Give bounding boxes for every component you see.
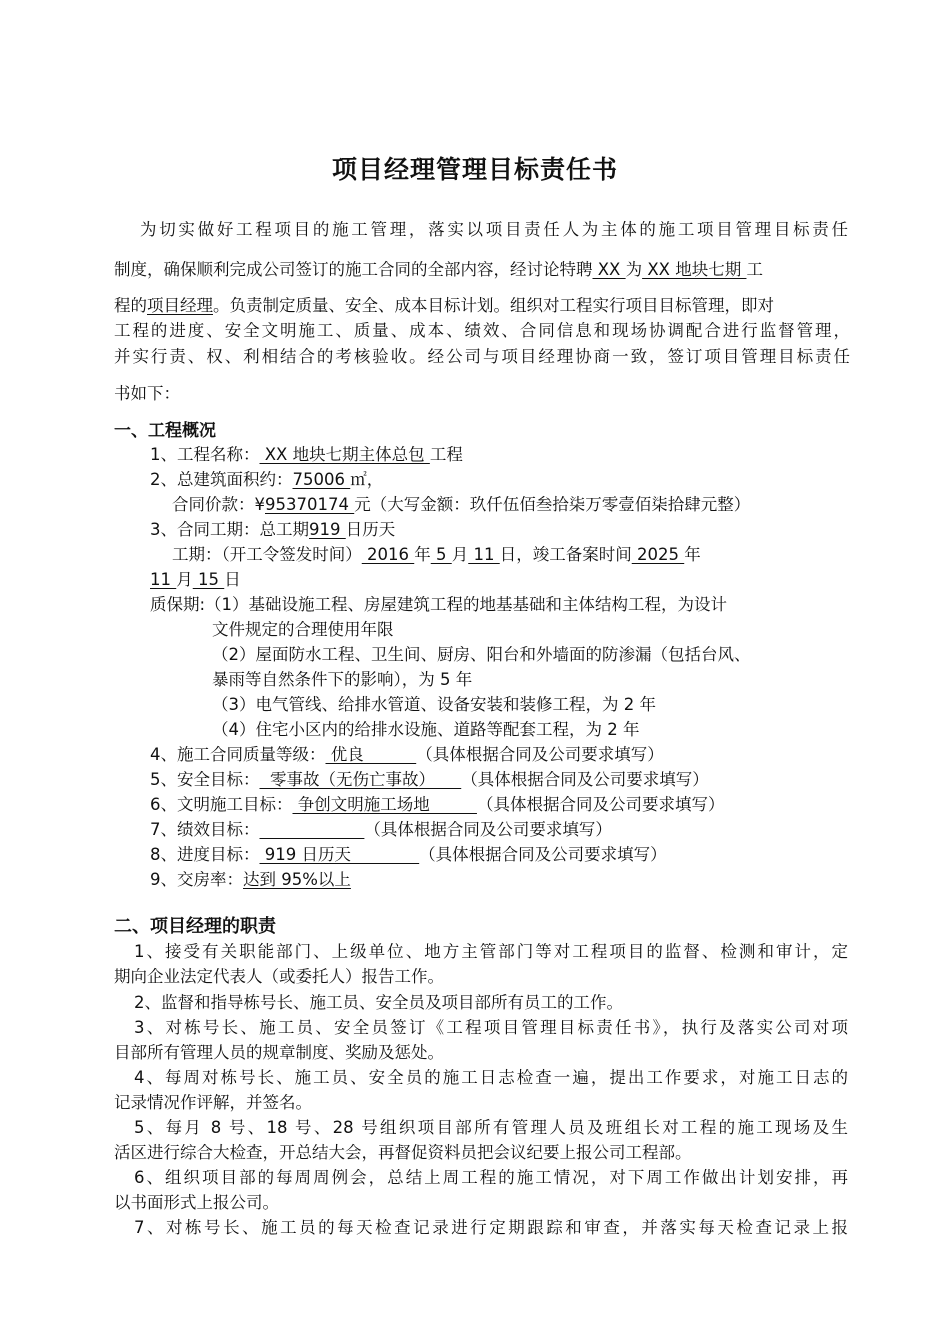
warranty-2: （2）屋面防水工程、卫生间、厨房、阳台和外墙面的防渗漏（包括台风、 <box>212 645 751 664</box>
item-suffix: （具体根据合同及公司要求填写） <box>476 795 725 814</box>
unit-text: 年 <box>414 545 431 564</box>
unit-text: 年 <box>684 545 701 564</box>
item-label: 9、交房率： <box>150 870 243 889</box>
unit-text: 月 <box>451 545 469 564</box>
area-value: 75006 <box>292 470 351 489</box>
item-project-name <box>150 444 890 466</box>
item-suffix: （具体根据合同及公司要求填写） <box>416 745 664 764</box>
document-title: 项目经理管理目标责任书 <box>331 155 618 184</box>
start-month: 5 <box>430 545 452 564</box>
duty-5-cont: 活区进行综合大检查，开总结大会，再督促资料员把会议纪要上报公司工程部。 <box>114 1143 692 1162</box>
item-safety-target <box>150 769 890 791</box>
section-1-heading: 一、工程概况 <box>114 421 216 441</box>
end-day: 15 <box>192 570 225 589</box>
end-month: 11 <box>150 570 177 589</box>
duty-5: 5、每月 8 号、18 号、28 号组织项目部所有管理人员及班组长对工程的施工现场及生 <box>134 1118 848 1137</box>
manager-name-field: XX <box>592 260 626 279</box>
item-suffix: 日历天 <box>345 520 396 539</box>
intro-line-5: 并实行责、权、利相结合的考核验收。经公司与项目经理协商一致，签订项目管理目标责任 <box>114 347 850 366</box>
duty-4-cont: 记录情况作评解，并签名。 <box>114 1093 312 1112</box>
duty-3: 3、对栋号长、施工员、安全员签订《工程项目管理目标责任书》，执行及落实公司对项 <box>134 1018 848 1037</box>
intro-text: 程的 <box>114 296 147 315</box>
intro-text: 为 <box>625 260 643 279</box>
warranty-3: （3）电气管线、给排水管道、设备安装和装修工程，为 2 年 <box>212 695 656 714</box>
project-name-value: XX 地块七期主体总包 <box>259 445 430 464</box>
duty-6: 6、组织项目部的每周周例会，总结上周工程的施工情况，对下周工作做出计划安排，再 <box>134 1168 848 1187</box>
project-name-field: XX 地块七期 <box>642 260 747 279</box>
warranty-1-cont: 文件规定的合理使用年限 <box>212 620 394 639</box>
start-year: 2016 <box>361 545 415 564</box>
duty-2: 2、监督和指导栋号长、施工员、安全员及项目部所有员工的工作。 <box>134 993 623 1012</box>
performance-target-value <box>260 820 365 839</box>
unit-text: 日，竣工备案时间 <box>499 545 632 564</box>
item-suffix: （具体根据合同及公司要求填写） <box>461 770 709 789</box>
duty-1-cont: 期向企业法定代表人（或委托人）报告工作。 <box>114 967 444 986</box>
item-civilized-construction <box>150 794 890 816</box>
item-performance-target <box>150 819 890 841</box>
duty-3-cont: 目部所有管理人员的规章制度、奖励及惩处。 <box>114 1043 444 1062</box>
item-label: 2、总建筑面积约： <box>150 470 293 489</box>
schedule-target-value: 919 日历天 <box>259 845 420 864</box>
item-quality-grade <box>150 744 890 766</box>
item-suffix: 工程 <box>429 445 463 464</box>
duty-1: 1、接受有关职能部门、上级单位、地方主管部门等对工程项目的监督、检测和审计，定 <box>134 942 848 961</box>
intro-text: 制度，确保顺利完成公司签订的施工合同的全部内容，经讨论特聘 <box>114 260 593 279</box>
intro-line-2 <box>114 259 854 281</box>
intro-line-1: 为切实做好工程项目的施工管理，落实以项目责任人为主体的施工项目管理目标责任 <box>140 220 848 239</box>
item-label: 3、合同工期：总工期 <box>150 520 309 539</box>
contract-price-value: 95370174 <box>265 495 355 514</box>
end-year: 2025 <box>631 545 685 564</box>
unit-text: 月 <box>176 570 193 589</box>
item-building-area <box>150 469 890 491</box>
duty-7: 7、对栋号长、施工员的每天检查记录进行定期跟踪和审查，并落实每天检查记录上报 <box>134 1218 848 1237</box>
section-2-heading: 二、项目经理的职责 <box>114 916 276 937</box>
intro-line-4: 工程的进度、安全文明施工、质量、成本、绩效、合同信息和现场协调配合进行监督管理， <box>114 321 850 340</box>
quality-grade-value: 优良 <box>325 745 417 764</box>
item-delivery-rate <box>150 869 890 891</box>
item-suffix: 元（大写金额：玖仟伍佰叁拾柒万零壹佰柒拾肆元整） <box>354 495 751 514</box>
unit-text: 日 <box>224 570 241 589</box>
item-label: 工期：（开工令签发时间） <box>172 545 362 564</box>
intro-line-6: 书如下： <box>114 384 180 403</box>
safety-target-value: 零事故（无伤亡事故） <box>259 770 462 789</box>
delivery-rate-value: 达到 95%以上 <box>243 870 351 889</box>
item-period-dates <box>172 544 912 566</box>
intro-text: 工 <box>746 260 763 279</box>
warranty-1: 质保期:（1）基础设施工程、房屋建筑工程的地基基础和主体结构工程，为设计 <box>150 595 728 614</box>
start-day: 11 <box>468 545 500 564</box>
warranty-4: （4）住宅小区内的给排水设施、道路等配套工程，为 2 年 <box>212 720 640 739</box>
item-label: 6、文明施工目标： <box>150 795 293 814</box>
intro-line-3 <box>114 295 854 317</box>
role-field: 项目经理 <box>147 296 213 315</box>
item-contract-price <box>172 494 912 516</box>
item-contract-period <box>150 519 890 541</box>
item-label: 5、安全目标： <box>150 770 260 789</box>
item-schedule-target <box>150 844 890 866</box>
item-label: 4、施工合同质量等级： <box>150 745 326 764</box>
warranty-2-cont: 暴雨等自然条件下的影响），为 5 年 <box>212 670 473 689</box>
total-days-value: 919 <box>309 520 346 539</box>
duty-6-cont: 以书面形式上报公司。 <box>114 1193 279 1212</box>
item-suffix: （具体根据合同及公司要求填写） <box>419 845 667 864</box>
item-label: 1、工程名称： <box>150 445 260 464</box>
item-label: 合同价款：¥ <box>172 495 265 514</box>
item-suffix: ㎡， <box>350 470 384 489</box>
item-label: 8、进度目标： <box>150 845 260 864</box>
intro-text: 。负责制定质量、安全、成本目标计划。组织对工程实行项目目标管理，即对 <box>213 296 774 315</box>
civilized-construction-value: 争创文明施工场地 <box>292 795 477 814</box>
item-suffix: （具体根据合同及公司要求填写） <box>364 820 612 839</box>
item-period-end-date <box>150 569 890 591</box>
item-label: 7、绩效目标： <box>150 820 260 839</box>
duty-4: 4、每周对栋号长、施工员、安全员的施工日志检查一遍，提出工作要求，对施工日志的 <box>134 1068 848 1087</box>
